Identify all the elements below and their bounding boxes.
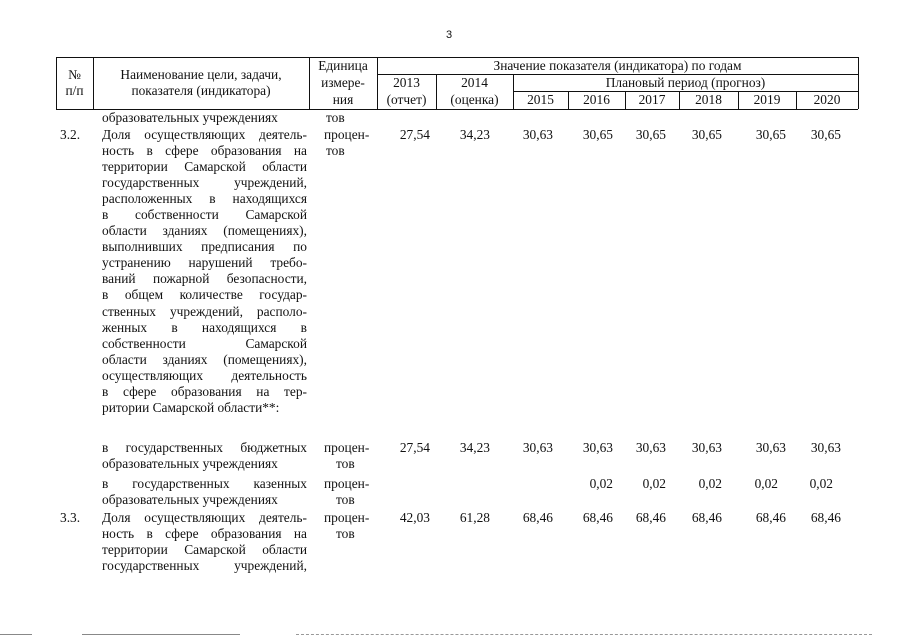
row-3-2-desc-line: области зданиях (помещениях),	[102, 223, 307, 239]
header-year-2015: 2015	[527, 92, 554, 107]
header-2013-year: 2013	[393, 75, 420, 90]
row-3-2-desc-line: собственности Самарской	[102, 335, 307, 351]
footer-rule	[296, 634, 872, 635]
footer-rule	[0, 634, 32, 635]
row-3-2-desc-line: в сфере образования на тер-	[102, 383, 307, 399]
row-3-2-desc-line: территории Самарской области	[102, 159, 307, 175]
carry-over-unit: тов	[326, 110, 345, 125]
sub-state-value-2018: 0,02	[698, 476, 722, 491]
page-number: 3	[446, 29, 453, 41]
row-3-2-desc-line: Доля осуществляющих деятель-	[102, 127, 307, 142]
header-year-2019: 2019	[753, 92, 781, 107]
row-3-3-value-2013: 42,03	[399, 510, 430, 525]
sub-state-value-2020: 0,02	[809, 476, 833, 491]
header-year-2017: 2017	[638, 92, 666, 107]
row-3-2-desc-line: в собственности Самарской	[102, 207, 307, 223]
sub-budget-value-2015: 30,63	[522, 440, 553, 455]
row-3-3-value-2018: 68,46	[691, 510, 722, 525]
sub-state-description	[102, 476, 307, 508]
sub-budget-value-2020: 30,63	[810, 440, 841, 455]
sub-budget-unit-line1: процен-	[324, 440, 370, 455]
footer-rule	[82, 634, 240, 635]
sub-state-unit-line2: тов	[336, 492, 355, 507]
sub-budget-value-2017: 30,63	[635, 440, 666, 455]
row-3-2-desc-line: ваний пожарной безопасности,	[102, 271, 307, 287]
row-3-2-desc-line: ритории Самарской области**:	[102, 399, 280, 415]
row-3-3-unit-line2: тов	[336, 526, 355, 541]
row-3-2-desc-line: осуществляющих деятельность	[102, 367, 307, 383]
header-name-line2: показателя (индикатора)	[131, 83, 271, 98]
row-3-2-desc-line: расположенных в находящихся	[102, 191, 307, 207]
row-3-2-value-2016: 30,65	[582, 127, 613, 142]
row-3-2-desc-line: выполнивших предписания по	[102, 239, 307, 255]
row-3-2-value-2014: 34,23	[459, 127, 490, 142]
row-3-2-desc-line: ность в сфере образования на	[102, 143, 307, 159]
header-unit-line3: ния	[332, 92, 354, 107]
row-3-3-num: 3.3.	[60, 510, 81, 525]
sub-budget-unit-line2: тов	[336, 456, 355, 471]
row-3-2-description	[102, 127, 307, 416]
sub-budget-description	[102, 440, 307, 472]
row-3-3-desc-line: государственных учреждений,	[102, 558, 307, 574]
row-3-3-value-2020: 68,46	[810, 510, 841, 525]
sub-state-desc-line: в государственных казенных	[102, 476, 307, 491]
row-3-2-desc-line: устранению нарушений требо-	[102, 255, 307, 271]
sub-budget-desc-line: в государственных бюджетных	[102, 440, 307, 455]
sub-state-desc-line: образовательных учреждениях	[102, 492, 278, 508]
header-year-2018: 2018	[695, 92, 722, 107]
sub-budget-value-2018: 30,63	[691, 440, 722, 455]
header-values-title: Значение показателя (индикатора) по годам	[493, 58, 742, 73]
header-num-line2: п/п	[65, 83, 84, 98]
row-3-2-desc-line: области зданиях (помещениях),	[102, 351, 307, 367]
row-3-2-num: 3.2.	[60, 127, 81, 142]
header-year-2016: 2016	[583, 92, 610, 107]
row-3-2-value-2015: 30,63	[522, 127, 553, 142]
row-3-2-value-2013: 27,54	[399, 127, 430, 142]
row-3-2-value-2018: 30,65	[691, 127, 722, 142]
header-2014-year: 2014	[461, 75, 488, 90]
row-3-3-desc-line: ность в сфере образования на	[102, 526, 307, 542]
row-3-2-desc-line: женных в находящихся в	[102, 319, 307, 335]
header-plan-title: Плановый период (прогноз)	[605, 75, 766, 90]
row-3-3-desc-line: Доля осуществляющих деятель-	[102, 510, 307, 525]
row-3-2-value-2020: 30,65	[810, 127, 841, 142]
row-3-3-description	[102, 510, 307, 574]
header-2014-note: (оценка)	[450, 92, 499, 107]
row-3-2-desc-line: государственных учреждений,	[102, 175, 307, 191]
header-num-line1: №	[68, 67, 81, 82]
row-3-3-value-2015: 68,46	[522, 510, 553, 525]
row-3-2-value-2017: 30,65	[635, 127, 666, 142]
row-3-3-desc-line: территории Самарской области	[102, 542, 307, 558]
sub-budget-value-2016: 30,63	[582, 440, 613, 455]
carry-over-desc: образовательных учреждениях	[102, 110, 278, 125]
row-3-2-desc-line: в общем количестве государ-	[102, 287, 307, 303]
row-3-3-value-2016: 68,46	[582, 510, 613, 525]
header-unit-line2: измере-	[321, 75, 365, 90]
row-3-2-value-2019: 30,65	[755, 127, 786, 142]
row-3-3-value-2017: 68,46	[635, 510, 666, 525]
sub-budget-desc-line: образовательных учреждениях	[102, 456, 278, 472]
row-3-2-desc-line: ственных учреждений, располо-	[102, 303, 307, 319]
row-3-3-unit-line1: процен-	[324, 510, 370, 525]
header-year-2020: 2020	[813, 92, 841, 107]
row-3-3-value-2019: 68,46	[755, 510, 786, 525]
row-3-3-value-2014: 61,28	[459, 510, 490, 525]
header-2013-note: (отчет)	[386, 92, 427, 107]
sub-budget-value-2014: 34,23	[459, 440, 490, 455]
sub-state-unit-line1: процен-	[324, 476, 370, 491]
header-name-line1: Наименование цели, задачи,	[120, 67, 282, 82]
sub-state-value-2017: 0,02	[642, 476, 666, 491]
sub-budget-value-2013: 27,54	[399, 440, 430, 455]
sub-state-value-2019: 0,02	[754, 476, 778, 491]
sub-budget-value-2019: 30,63	[755, 440, 786, 455]
sub-state-value-2016: 0,02	[589, 476, 613, 491]
row-3-2-unit-line1: процен-	[324, 127, 370, 142]
row-3-2-unit-line2: тов	[326, 143, 345, 158]
header-unit-line1: Единица	[318, 58, 368, 73]
